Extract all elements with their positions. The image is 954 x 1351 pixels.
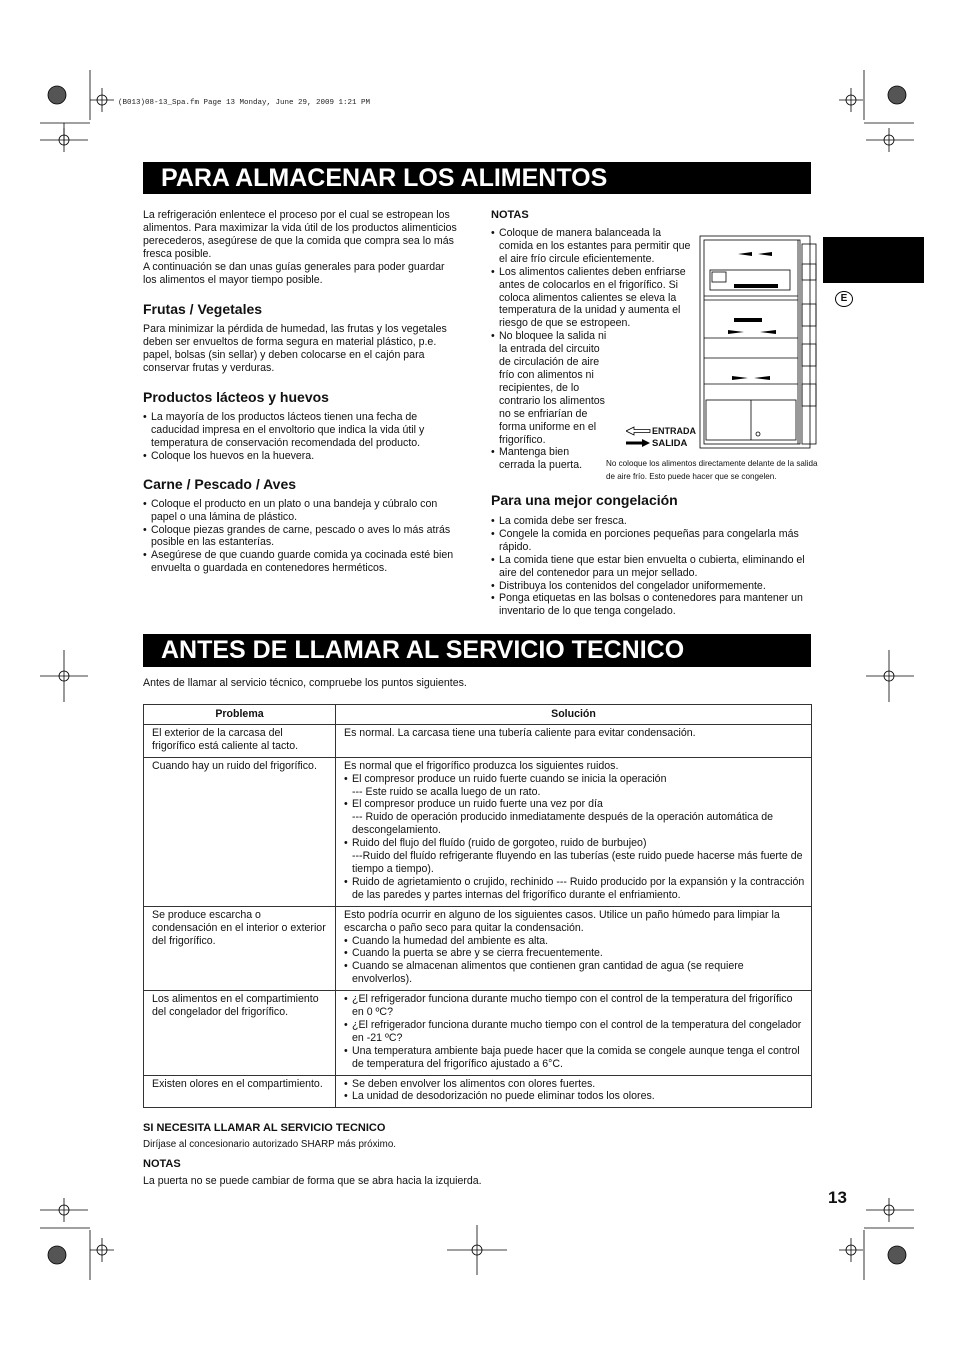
section-title-service: ANTES DE LLAMAR AL SERVICIO TECNICO <box>143 634 811 667</box>
column-header: Solución <box>336 705 812 725</box>
list-item: • Ponga etiquetas en las bolsas o contenedores para mantener un inventario de lo que tenga congelado. <box>491 592 821 618</box>
solution-cell <box>336 724 812 757</box>
solution-text: Esto podría ocurrir en alguno de los siguientes casos. Utilice un paño húmedo para limpiar la escarcha o paño seco para quitar la condensación. <box>344 908 780 934</box>
solution-bullet: • La unidad de desodorización no puede eliminar todos los olores. <box>344 1090 805 1103</box>
solution-bullet: • Ruido del flujo del fluído (ruido de gorgoteo, ruido de burbujeo) <box>344 837 805 850</box>
carne-list <box>143 498 461 575</box>
solution-text: ---Ruido del fluído refrigerante fluyendo en las tuberías (este ruido puede hacerse más fuerte de tiempo a tiempo). <box>352 850 803 875</box>
table-row <box>144 757 812 906</box>
solution-bullet: • ¿El refrigerador funciona durante mucho tiempo con el control de la temperatura del frigorífico en 0 ºC? <box>344 993 805 1019</box>
list-item: • Coloque los huevos en la huevera. <box>143 450 461 463</box>
table-row <box>144 991 812 1075</box>
page-number: 13 <box>828 1188 847 1207</box>
problem-cell: Existen olores en el compartimiento. <box>144 1075 336 1108</box>
congelacion-list <box>491 515 821 618</box>
list-item: • Distribuya los contenidos del congelador uniformemente. <box>491 580 821 593</box>
solution-cell <box>336 1075 812 1108</box>
column-header: Problema <box>144 705 336 725</box>
heading-carne: Carne / Pescado / Aves <box>143 475 297 492</box>
solution-bullet: • Cuando la puerta se abre y se cierra frecuentemente. <box>344 947 805 960</box>
solution-cell <box>336 906 812 990</box>
si-necesita-heading: SI NECESITA LLAMAR AL SERVICIO TECNICO <box>143 1122 386 1134</box>
entrada-arrow-icon <box>626 426 652 436</box>
solution-bullet: • Se deben envolver los alimentos con olores fuertes. <box>344 1078 805 1091</box>
frutas-text: Para minimizar la pérdida de humedad, las frutas y los vegetales deben ser envueltos de forma segura en material plástico, p.e. papel, bolsas (sin sellar) y deben colocarse en el cajón para conservar frutas y verduras. <box>143 323 447 375</box>
solution-bullet: • El compresor produce un ruido fuerte cuando se inicia la operación <box>344 773 805 786</box>
table-header-row <box>144 705 812 725</box>
notas2-text: La puerta no se puede cambiar de forma que se abra hacia la izquierda. <box>143 1175 482 1187</box>
fridge-illustration <box>698 234 818 452</box>
list-item: • La comida tiene que estar bien envuelta o cubierta, eliminando el aire del contenedor para un mejor sellado. <box>491 554 821 580</box>
solution-cell <box>336 991 812 1075</box>
solution-bullet: • Ruido de agrietamiento o crujido, rechinido --- Ruido producido por la expansión y la contracción de las paredes y partes internas del frigorífico durante el enfriamiento. <box>344 876 805 902</box>
list-item: • No bloquee la salida ni la entrada del circuito de circulación de aire frío con alimentos ni recipientes, de lo contrario los alimentos no se enfriarían de forma uniforme en el frigorífico. <box>491 330 607 446</box>
intro-paragraph: A continuación se dan unas guías generales para poder guardar los alimentos el mayor tiempo posible. <box>143 260 445 286</box>
list-item: • Congele la comida en porciones pequeñas para congelarla más rápido. <box>491 528 821 554</box>
section-title-storage: PARA ALMACENAR LOS ALIMENTOS <box>143 162 811 194</box>
solution-cell <box>336 757 812 906</box>
intro-paragraph: La refrigeración enlentece el proceso por el cual se estropean los alimentos. Para maximizar la vida útil de los productos alimenticios perecederos, asegúrese de que la comida que compra sea lo más fresca posible. <box>143 209 457 260</box>
list-item: • Coloque de manera balanceada la comida en los estantes para permitir que el aire frío circule eficientemente. <box>491 227 691 266</box>
heading-congelacion: Para una mejor congelación <box>491 492 678 508</box>
solution-text: --- Ruido de operación producido inmediatamente después de la operación automática de descongelamiento. <box>352 811 774 837</box>
side-tab <box>823 237 924 283</box>
si-necesita-text: Diríjase al concesionario autorizado SHARP más próximo. <box>143 1139 397 1150</box>
salida-label: SALIDA <box>652 438 688 449</box>
solution-bullet: • El compresor produce un ruido fuerte una vez por día <box>344 798 805 811</box>
figure-caption: No coloque los alimentos directamente delante de la salida de aire frío. Esto puede hacer que se congelen. <box>606 459 818 481</box>
solution-text: Es normal que el frigorífico produzca los siguientes ruidos. <box>344 759 619 772</box>
problem-cell: Los alimentos en el compartimiento del congelador del frigorífico. <box>144 991 336 1075</box>
salida-arrow-icon <box>626 438 652 448</box>
notas2-heading: NOTAS <box>143 1158 181 1170</box>
list-item: • Los alimentos calientes deben enfriarse antes de colocarlos en el frigorífico. Si coloca alimentos calientes se eleva la temperatura de la unidad y aumenta el riesgo de que se estropeen. <box>491 266 691 331</box>
problem-cell: Se produce escarcha o condensación en el interior o exterior del frigorífico. <box>144 906 336 990</box>
list-item: • Mantenga bien cerrada la puerta. <box>491 446 607 472</box>
list-item: • La mayoría de los productos lácteos tienen una fecha de caducidad impresa en el envoltorio que indica la vida útil y temperatura de conservación recomendada del producto. <box>143 411 461 450</box>
heading-lacteos: Productos lácteos y huevos <box>143 389 329 406</box>
lacteos-list <box>143 411 461 463</box>
notas-heading: NOTAS <box>491 209 529 221</box>
storage-left-column <box>143 209 461 575</box>
service-intro: Antes de llamar al servicio técnico, compruebe los puntos siguientes. <box>143 677 467 689</box>
list-item: • Asegúrese de que cuando guarde comida ya cocinada esté bien envuelta o guardada en contenedores herméticos. <box>143 549 461 575</box>
solution-text: Es normal. La carcasa tiene una tubería caliente para evitar condensación. <box>344 726 696 739</box>
entrada-label: ENTRADA <box>652 426 696 436</box>
solution-bullet: • ¿El refrigerador funciona durante mucho tiempo con el control de la temperatura del congelador en -21 ºC? <box>344 1019 805 1045</box>
list-item: • Coloque el producto en un plato o una bandeja y cúbralo con papel o una lámina de plástico. <box>143 498 461 524</box>
solution-bullet: • Una temperatura ambiente baja puede hacer que la comida se congele aunque tenga el control de temperatura del frigorífico ajustado a 6°C. <box>344 1045 805 1071</box>
list-item: • Coloque piezas grandes de carne, pescado o aves lo más atrás posible en las estanterías. <box>143 524 461 550</box>
list-item: • La comida debe ser fresca. <box>491 515 821 528</box>
solution-bullet: • Cuando se almacenan alimentos que contienen gran cantidad de agua (se requiere envolverlos). <box>344 960 805 986</box>
solution-bullet: • Cuando la humedad del ambiente es alta. <box>344 935 805 948</box>
solution-text: --- Este ruido se acalla luego de un rato. <box>352 785 541 798</box>
troubleshooting-table <box>143 704 812 1108</box>
table-row <box>144 906 812 990</box>
problem-cell: El exterior de la carcasa del frigorífico está caliente al tacto. <box>144 724 336 757</box>
table-row <box>144 1075 812 1108</box>
heading-frutas: Frutas / Vegetales <box>143 301 263 318</box>
language-letter: E <box>835 291 853 307</box>
file-info: (B013)08-13_Spa.fm Page 13 Monday, June 29, 2009 1:21 PM <box>118 99 371 107</box>
table-row <box>144 724 812 757</box>
problem-cell: Cuando hay un ruido del frigorífico. <box>144 757 336 906</box>
